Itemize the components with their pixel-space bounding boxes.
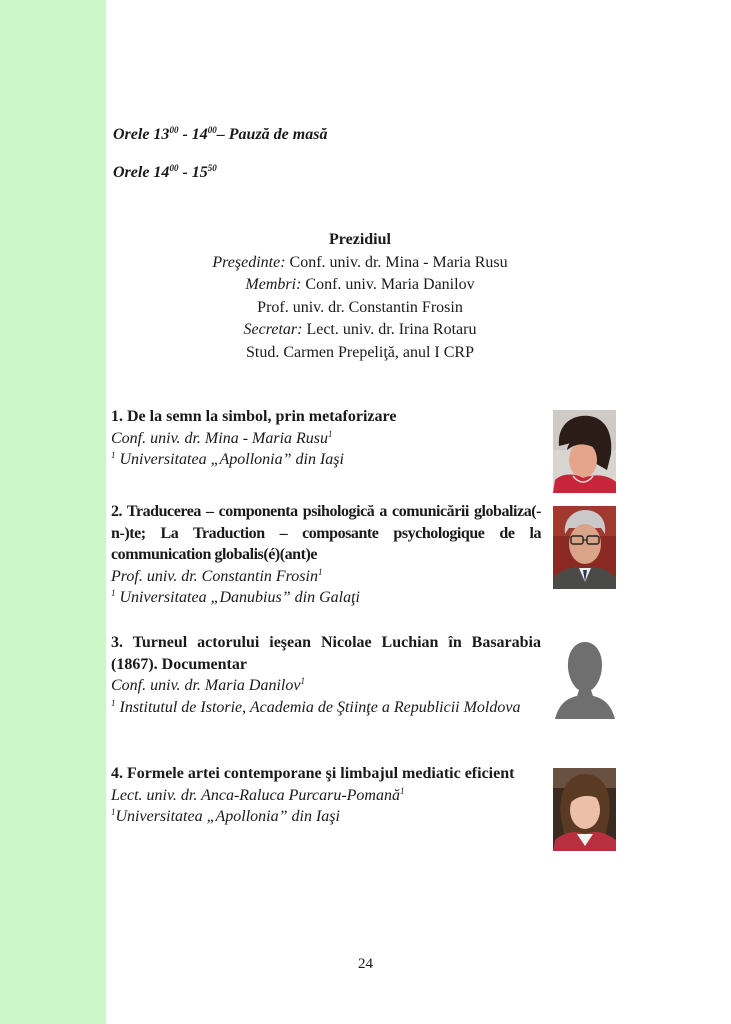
talk-item [111, 406, 541, 471]
speaker-photo-3-placeholder [553, 636, 616, 719]
speaker-photo-1 [553, 410, 616, 493]
presidium-block [150, 229, 570, 364]
talk-item [111, 501, 541, 609]
president-line: Preşedinte: Conf. univ. dr. Mina - Maria Rusu [212, 253, 508, 271]
session-afternoon: Orele $14^{00} - 15^{50}$ [113, 163, 217, 181]
page-number: 24 [358, 956, 373, 972]
talk-author: Conf. univ. dr. Maria Danilov$^1$ [111, 676, 305, 694]
secretary-line: Secretar: Lect. univ. dr. Irina Rotaru [243, 321, 477, 338]
member-line-2: Prof. univ. dr. Constantin Frosin [257, 298, 463, 316]
speaker-photo-2 [553, 506, 616, 589]
talk-title: 1. De la semn la simbol, prin metaforizare [111, 408, 397, 425]
person-silhouette-icon [553, 636, 616, 719]
student-line: Stud. Carmen Prepeliţă, anul I CRP [246, 343, 474, 361]
side-color-band [0, 0, 106, 1024]
portrait-man-icon [553, 506, 616, 589]
members-line: Membri: Conf. univ. Maria Danilov [245, 276, 475, 293]
speaker-photo-4 [553, 768, 616, 851]
presidium-title: Prezidiul [329, 231, 391, 248]
talk-title: 2. Traducerea – componenta psihologică a comunicării globaliza(-n-)te; La Traduction – composante psychologique de la communication globalis(é)(ant)e [111, 503, 541, 563]
portrait-young-woman-icon [553, 768, 616, 851]
session-lunch-break: Orele $13^{00} - 14^{00}-$ Pauză de masă [113, 125, 328, 143]
talk-author: Lect. univ. dr. Anca-Raluca Purcaru-Pomană$^1$ [111, 785, 405, 804]
talk-affiliation: $^1$ Institutul de Istorie, Academia de Ştiinţe a Republicii Moldova [111, 697, 521, 716]
talk-title: 3. Turneul actorului ieşean Nicolae Luchian în Basarabia (1867). Documentar [111, 634, 541, 673]
talk-affiliation: $^1$ Universitatea „Danubius” din Galaţi [111, 588, 360, 606]
talk-author: Conf. univ. dr. Mina - Maria Rusu$^1$ [111, 428, 333, 447]
talk-author: Prof. univ. dr. Constantin Frosin$^1$ [111, 566, 323, 585]
talk-item [111, 632, 541, 718]
talk-affiliation: $^1$ Universitatea „Apollonia” din Iaşi [111, 450, 344, 468]
talk-affiliation: $^1$Universitatea „Apollonia” din Iaşi [111, 807, 340, 825]
talk-item [111, 763, 541, 828]
talk-title: 4. Formele artei contemporane şi limbajul mediatic eficient [111, 765, 515, 782]
portrait-woman-icon [553, 410, 616, 493]
